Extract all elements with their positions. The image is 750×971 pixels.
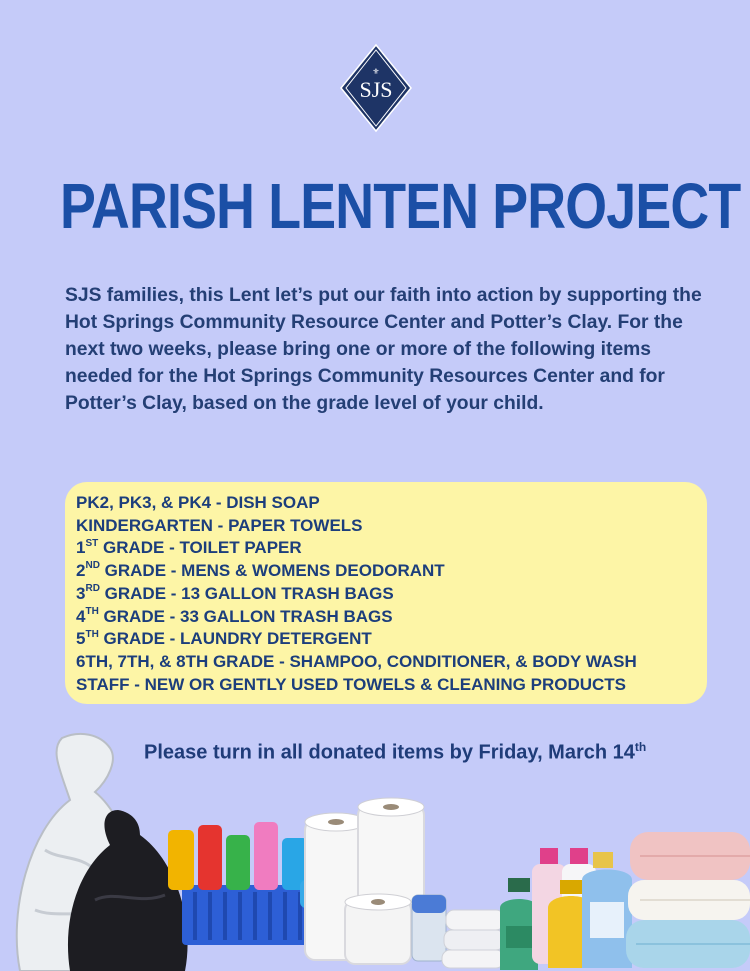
fleur-icon: ⚜ <box>372 67 380 76</box>
intro-paragraph: SJS families, this Lent let’s put our faith into action by supporting the Hot Springs Community Resource Center and Potter’s Clay. For the next two weeks, please bring one or more of the following items needed for the Hot Springs Community Resources Center and for Potter’s Clay, based on the grade level of your child. <box>65 285 702 414</box>
white-towels-icon <box>442 910 504 968</box>
logo-monogram: SJS <box>359 77 393 102</box>
list-item: PK2, PK3, & PK4 - DISH SOAP <box>76 493 320 512</box>
list-item: 4TH GRADE - 33 GALLON TRASH BAGS <box>76 605 393 626</box>
list-item: STAFF - NEW OR GENTLY USED TOWELS & CLEANING PRODUCTS <box>76 674 627 694</box>
deadline-note: Please turn in all donated items by Friday, March 14th <box>144 740 647 764</box>
donation-items-illustration <box>0 730 750 971</box>
list-item: 6TH, 7TH, & 8TH GRADE - SHAMPOO, CONDITIONER, & BODY WASH <box>76 651 637 671</box>
list-item: KINDERGARTEN - PAPER TOWELS <box>76 515 363 535</box>
list-item: 2ND GRADE - MENS & WOMENS DEODORANT <box>76 560 445 581</box>
grade-list <box>76 492 637 696</box>
list-item: 5TH GRADE - LAUNDRY DETERGENT <box>76 628 372 649</box>
colored-towels-icon <box>626 832 750 968</box>
page-title: PARISH LENTEN PROJECT <box>60 170 741 242</box>
sjs-logo <box>339 43 413 133</box>
paper-towel-rolls-icon <box>305 798 424 964</box>
list-item: 3RD GRADE - 13 GALLON TRASH BAGS <box>76 583 394 603</box>
deodorant-icon <box>412 895 446 961</box>
list-item: 1ST GRADE - TOILET PAPER <box>76 537 302 558</box>
